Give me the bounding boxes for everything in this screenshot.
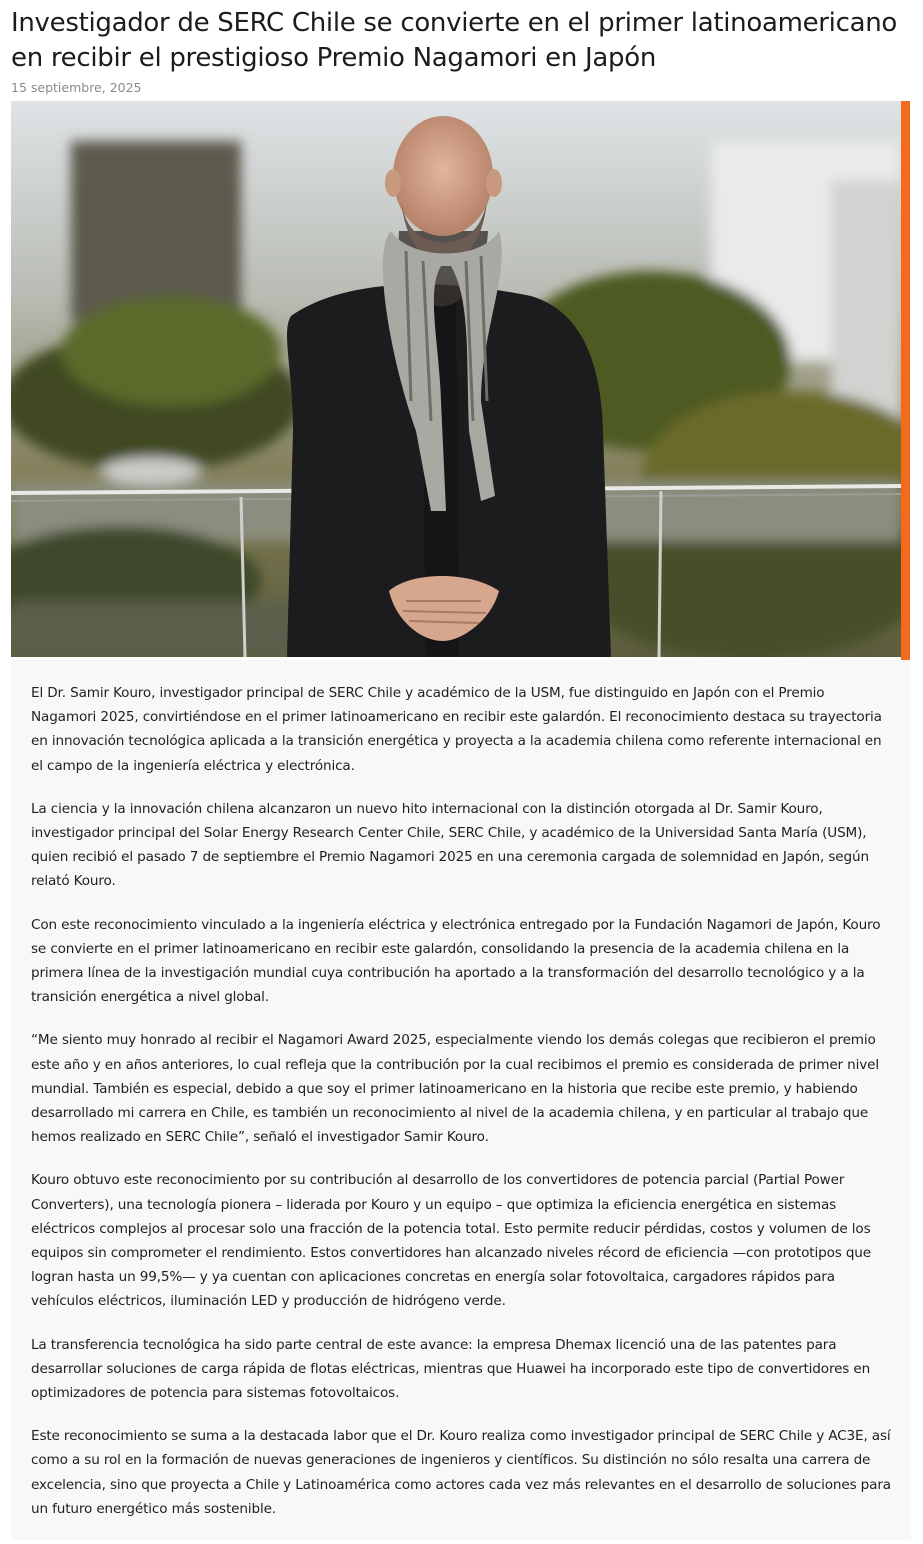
article-body [11, 660, 911, 1540]
paragraph: La ciencia y la innovación chilena alcanzaron un nuevo hito internacional con la distinción otorgada al Dr. Samir Kouro, investigador principal del Solar Energy Research Center Chile, SERC Chile, y académico de la Universidad Santa María (USM), quien recibió el pasado 7 de septiembre el Premio Nagamori 2025 en una ceremonia cargada de solemnidad en Japón, según relató Kouro. [31, 800, 869, 890]
featured-photo [11, 101, 901, 657]
paragraph: El Dr. Samir Kouro, investigador principal de SERC Chile y académico de la USM, fue distinguido en Japón con el Premio Nagamori 2025, convirtiéndose en el primer latinoamericano en recibir este galardón. El reconocimiento destaca su trayectoria en innovación tecnológica aplicada a la transición energética y proyecta a la academia chilena como referente internacional en el campo de la ingeniería eléctrica y electrónica. [31, 685, 882, 774]
article-title: Investigador de SERC Chile se convierte en el primer latinoamericano en recibir el prestigioso Premio Nagamori en Japón [11, 8, 898, 73]
paragraph: “Me siento muy honrado al recibir el Nagamori Award 2025, especialmente viendo los demás colegas que recibieron el premio este año y en años anteriores, lo cual refleja que la contribución por la cual recibimos el premio es considerada de primer nivel mundial. También es especial, debido a que soy el primer latinoamericano en la historia que recibe este premio, y habiendo desarrollado mi carrera en Chile, es también un reconocimiento al nivel de la academia chilena, y en particular al trabajo que hemos realizado en SERC Chile”, señaló el investigador Samir Kouro. [31, 1032, 879, 1146]
paragraph: Kouro obtuvo este reconocimiento por su contribución al desarrollo de los convertidores de potencia parcial (Partial Power Converters), una tecnología pionera – liderada por Kouro y un equipo – que optimiza la eficiencia energética en sistemas eléctricos complejos al procesar solo una fracción de la potencia total. Esto permite reducir pérdidas, costos y volumen de los equipos sin comprometer el rendimiento. Estos convertidores han alcanzado niveles récord de eficiencia —con prototipos que logran hasta un 99,5%— y ya cuentan con aplicaciones concretas en energía solar fotovoltaica, cargadores rápidos para vehículos eléctricos, iluminación LED y producción de hidrógeno verde. [31, 1172, 871, 1310]
paragraph: Este reconocimiento se suma a la destacada labor que el Dr. Kouro realiza como investigador principal de SERC Chile y AC3E, así como a su rol en la formación de nuevas generaciones de ingenieros y científicos. Su distinción no sólo resalta una carrera de excelencia, sino que proyecta a Chile y Latinoamérica como actores cada vez más relevantes en el desarrollo de soluciones para un futuro energético más sostenible. [31, 1428, 891, 1517]
paragraph: La transferencia tecnológica ha sido parte central de este avance: la empresa Dhemax licenció una de las patentes para desarrollar soluciones de carga rápida de flotas eléctricas, mientras que Huawei ha incorporado este tipo de convertidores en optimizadores de potencia para sistemas fotovoltaicos. [31, 1336, 871, 1402]
publish-date: 15 septiembre, 2025 [11, 80, 142, 95]
paragraph: Con este reconocimiento vinculado a la ingeniería eléctrica y electrónica entregado por la Fundación Nagamori de Japón, Kouro se convierte en el primer latinoamericano en recibir este galardón, consolidando la presencia de la academia chilena en la primera línea de la investigación mundial cuya contribución ha aportado a la transformación del desarrollo tecnológico y a la transición energética a nivel global. [31, 916, 881, 1006]
accent-bar [901, 101, 910, 660]
